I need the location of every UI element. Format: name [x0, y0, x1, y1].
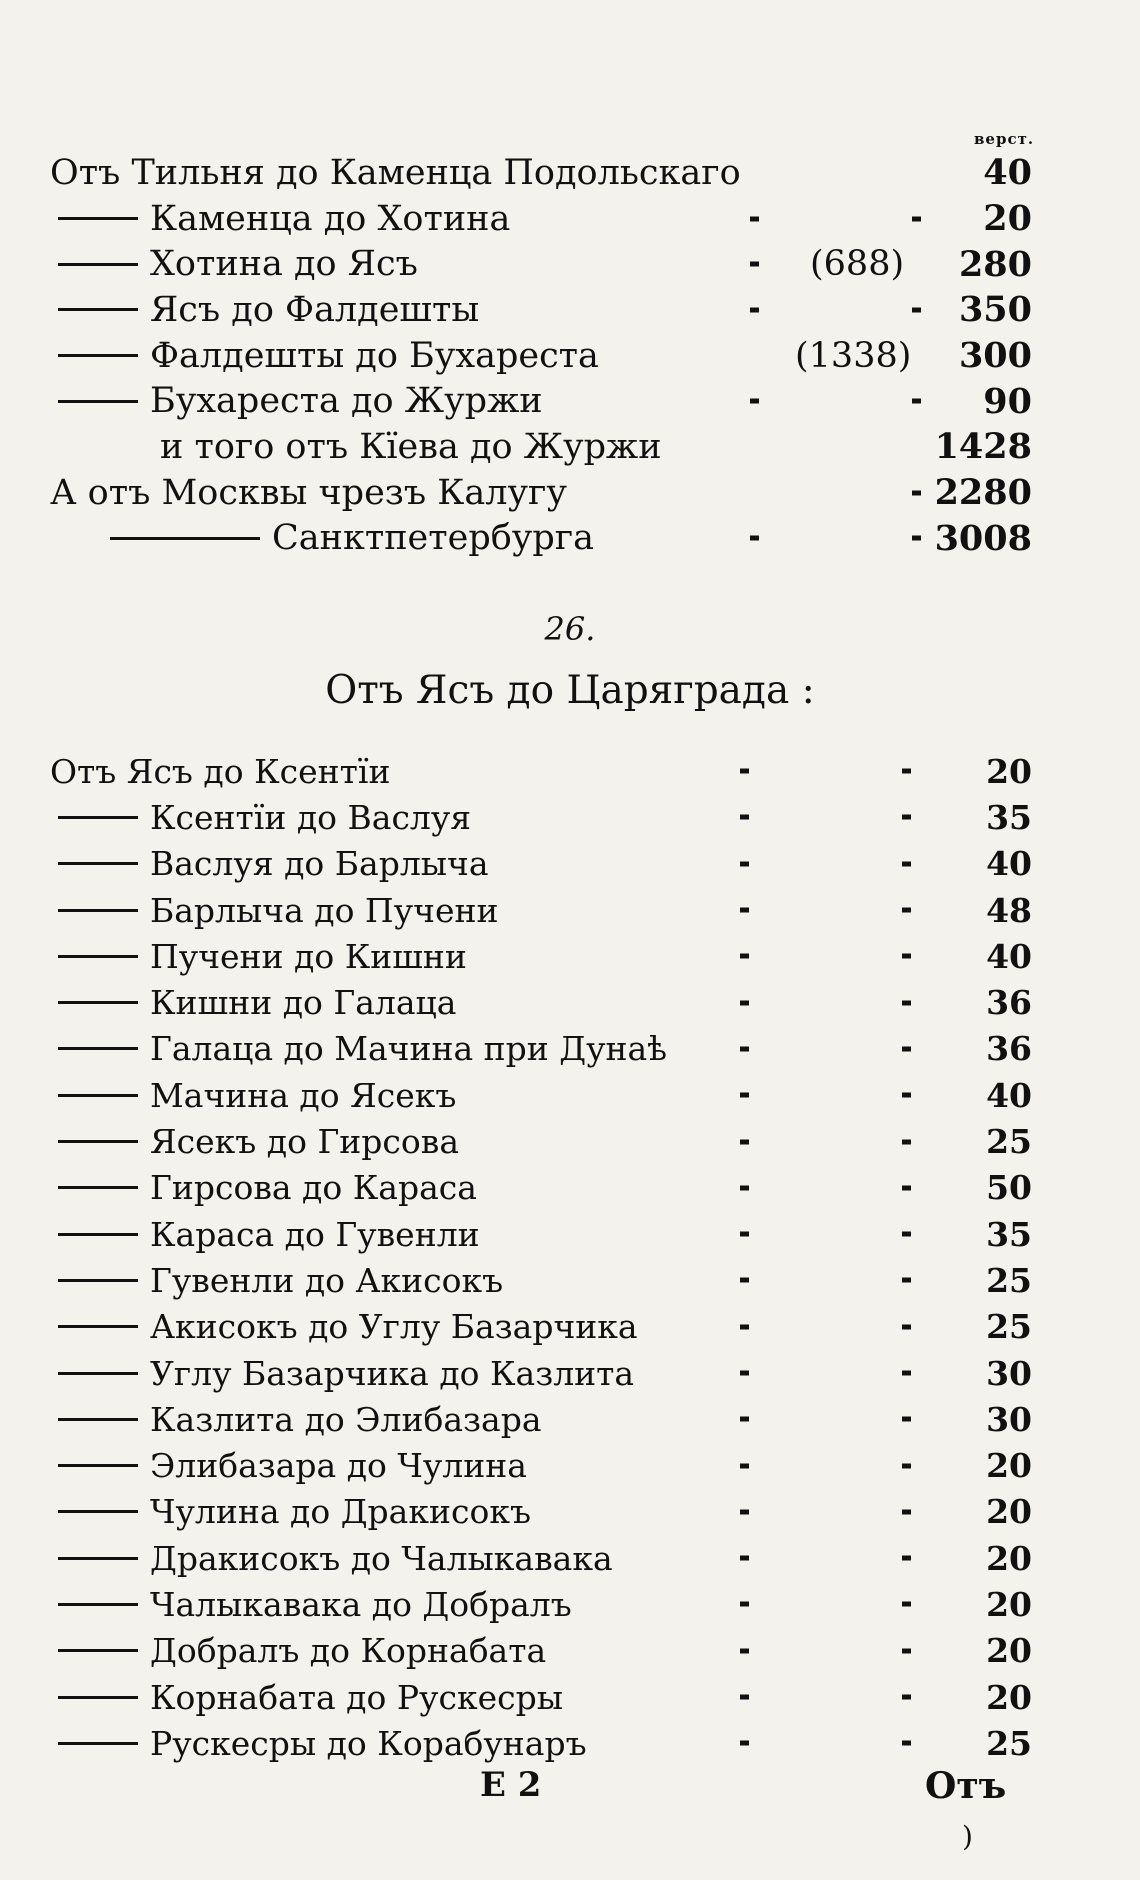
- route-label: Казлита до Элибазара: [150, 1399, 542, 1439]
- leader-dot: [750, 399, 759, 404]
- leader-dot: [902, 1232, 911, 1237]
- table-row: [50, 516, 1040, 562]
- leader-dot: [750, 216, 759, 221]
- route-label: Чулина до Дракисокъ: [150, 1492, 531, 1532]
- table-row: [50, 333, 1040, 379]
- distance-value: 25: [986, 1122, 1032, 1162]
- route-label: Санктпетербурга: [272, 518, 595, 559]
- ditto-dash: [58, 400, 138, 403]
- leader-dot: [902, 1556, 911, 1561]
- distance-value: 40: [983, 152, 1032, 194]
- distance-value: 90: [983, 380, 1032, 422]
- section-title: Отъ Ясъ до Царяграда :: [325, 668, 815, 713]
- distance-value: 20: [986, 1492, 1032, 1532]
- distance-value: 300: [958, 335, 1032, 377]
- subtotal-note: (688): [810, 244, 905, 285]
- leader-dot: [740, 861, 749, 866]
- leader-dot: [740, 1556, 749, 1561]
- leader-dot: [750, 307, 759, 312]
- ditto-dash: [58, 1742, 138, 1745]
- ditto-dash: [58, 1510, 138, 1513]
- leader-dot: [740, 1324, 749, 1329]
- leader-dot: [740, 1463, 749, 1468]
- table-row: [50, 287, 1040, 333]
- table-row: [50, 1304, 1040, 1350]
- distance-value: 30: [986, 1353, 1032, 1393]
- leader-dot: [902, 1046, 911, 1051]
- ditto-dash: [58, 909, 138, 912]
- route-label: Бухареста до Журжи: [150, 381, 543, 422]
- ditto-dash: [58, 1557, 138, 1560]
- leader-dot: [740, 908, 749, 913]
- leader-dot: [902, 908, 911, 913]
- table-row: [50, 1165, 1040, 1211]
- table-row: [50, 1350, 1040, 1396]
- leader-dot: [902, 1695, 911, 1700]
- table-row: [50, 933, 1040, 979]
- leader-dot: [902, 769, 911, 774]
- table-row: [50, 241, 1040, 287]
- route-label: Васлуя до Барлыча: [150, 844, 489, 884]
- ditto-dash: [110, 537, 260, 540]
- leader-dot: [740, 1509, 749, 1514]
- distance-value: 20: [983, 198, 1032, 240]
- catchword: Отъ: [925, 1765, 1007, 1807]
- leader-dot: [902, 861, 911, 866]
- leader-dot: [740, 1000, 749, 1005]
- table-row: [50, 1118, 1040, 1164]
- table-row: [50, 378, 1040, 424]
- distance-value: 48: [986, 890, 1032, 930]
- ditto-dash: [58, 816, 138, 819]
- leader-dot: [740, 1139, 749, 1144]
- distance-table-kiev-zhurzha: [50, 150, 1040, 561]
- table-row: [50, 196, 1040, 242]
- ditto-dash: [58, 1325, 138, 1328]
- leader-dot: [740, 1232, 749, 1237]
- leader-dot: [902, 1324, 911, 1329]
- distance-value: 25: [986, 1307, 1032, 1347]
- route-label: Рускесры до Корабунаръ: [150, 1723, 587, 1763]
- route-label: Гирсова до Караса: [150, 1168, 477, 1208]
- leader-dot: [740, 1371, 749, 1376]
- leader-dot: [740, 1093, 749, 1098]
- route-label: Ксентїи до Васлуя: [150, 797, 472, 837]
- table-row: [50, 1535, 1040, 1581]
- leader-dot: [912, 490, 921, 495]
- route-label: Дракисокъ до Чалыкавака: [150, 1538, 613, 1578]
- table-row: [50, 1674, 1040, 1720]
- leader-dot: [902, 1417, 911, 1422]
- leader-dot: [902, 1278, 911, 1283]
- units-label: верст.: [974, 130, 1035, 148]
- route-label: Отъ Ясъ до Ксентїи: [50, 751, 391, 791]
- leader-dot: [740, 1046, 749, 1051]
- table-row: [50, 1720, 1040, 1766]
- leader-dot: [740, 815, 749, 820]
- leader-dot: [902, 1371, 911, 1376]
- distance-value: 25: [986, 1260, 1032, 1300]
- leader-dot: [902, 1463, 911, 1468]
- distance-value: 36: [986, 983, 1032, 1023]
- distance-value: 3008: [934, 517, 1032, 559]
- table-row: [50, 1581, 1040, 1627]
- ditto-dash: [58, 1233, 138, 1236]
- ditto-dash: [58, 1372, 138, 1375]
- route-label: Элибазара до Чулина: [150, 1446, 527, 1486]
- section-number: 26.: [544, 610, 596, 648]
- leader-dot: [902, 1509, 911, 1514]
- distance-value: 20: [986, 1677, 1032, 1717]
- ditto-dash: [58, 1649, 138, 1652]
- table-row: [50, 1211, 1040, 1257]
- route-label: Мачина до Ясекъ: [150, 1075, 457, 1115]
- leader-dot: [902, 1741, 911, 1746]
- route-label: Фалдешты до Бухареста: [150, 335, 599, 376]
- ditto-dash: [58, 354, 138, 357]
- distance-value: 280: [958, 243, 1032, 285]
- leader-dot: [902, 1000, 911, 1005]
- subtotal-note: (1338): [795, 335, 912, 376]
- ditto-dash: [58, 263, 138, 266]
- route-label: Ясъ до Фалдешты: [150, 289, 480, 330]
- distance-value: 2280: [934, 472, 1032, 514]
- signature-mark: Е 2: [480, 1765, 542, 1805]
- distance-value: 40: [986, 1075, 1032, 1115]
- ditto-dash: [58, 1418, 138, 1421]
- leader-dot: [750, 262, 759, 267]
- distance-value: 40: [986, 844, 1032, 884]
- leader-dot: [902, 1648, 911, 1653]
- route-label: Корнабата до Рускесры: [150, 1677, 563, 1717]
- distance-value: 36: [986, 1029, 1032, 1069]
- leader-dot: [902, 1093, 911, 1098]
- distance-value: 25: [986, 1723, 1032, 1763]
- route-label: Каменца до Хотина: [150, 198, 511, 239]
- route-label: Барлыча до Пучени: [150, 890, 499, 930]
- distance-total: 1428: [934, 426, 1032, 468]
- table-row: [50, 748, 1040, 794]
- ditto-dash: [58, 1001, 138, 1004]
- leader-dot: [750, 536, 759, 541]
- leader-dot: [912, 307, 921, 312]
- ditto-dash: [58, 1094, 138, 1097]
- distance-value: 20: [986, 1584, 1032, 1624]
- leader-dot: [902, 815, 911, 820]
- table-row: [50, 841, 1040, 887]
- leader-dot: [902, 1139, 911, 1144]
- ditto-dash: [58, 308, 138, 311]
- table-row: [50, 1026, 1040, 1072]
- route-label: Углу Базарчика до Казлита: [150, 1353, 635, 1393]
- distance-value: 20: [986, 1446, 1032, 1486]
- route-label: Чалыкавака до Добралъ: [150, 1584, 572, 1624]
- ditto-dash: [58, 1603, 138, 1606]
- distance-value: 20: [986, 1538, 1032, 1578]
- leader-dot: [740, 1278, 749, 1283]
- table-row: [50, 1489, 1040, 1535]
- leader-dot: [740, 1648, 749, 1653]
- table-row: [50, 1072, 1040, 1118]
- leader-dot: [740, 1602, 749, 1607]
- distance-value: 35: [986, 1214, 1032, 1254]
- leader-dot: [912, 399, 921, 404]
- total-label: и того отъ Кїева до Журжи: [160, 426, 662, 467]
- route-label: Караса до Гувенли: [150, 1214, 480, 1254]
- table-row: [50, 1396, 1040, 1442]
- distance-value: 50: [986, 1168, 1032, 1208]
- distance-value: 20: [986, 1631, 1032, 1671]
- route-label: Гувенли до Акисокъ: [150, 1260, 504, 1300]
- route-label: Галаца до Мачина при Дунаѣ: [150, 1029, 668, 1069]
- ditto-dash: [58, 1696, 138, 1699]
- leader-dot: [902, 954, 911, 959]
- leader-dot: [912, 216, 921, 221]
- ditto-dash: [58, 1140, 138, 1143]
- ditto-dash: [58, 1464, 138, 1467]
- route-label: Хотина до Ясъ: [150, 244, 418, 285]
- leader-dot: [740, 1185, 749, 1190]
- route-label: Акисокъ до Углу Базарчика: [150, 1307, 638, 1347]
- margin-mark: ): [962, 1820, 973, 1853]
- leader-dot: [740, 1695, 749, 1700]
- leader-dot: [740, 1417, 749, 1422]
- table-row: [50, 1628, 1040, 1674]
- ditto-dash: [58, 1279, 138, 1282]
- route-label: Пучени до Кишни: [150, 936, 467, 976]
- distance-value: 20: [986, 751, 1032, 791]
- distance-value: 350: [958, 289, 1032, 331]
- ditto-dash: [58, 1186, 138, 1189]
- distance-value: 30: [986, 1399, 1032, 1439]
- distance-value: 40: [986, 936, 1032, 976]
- table-row: [50, 1257, 1040, 1303]
- leader-dot: [902, 1602, 911, 1607]
- table-row: [50, 470, 1040, 516]
- distance-value: 35: [986, 797, 1032, 837]
- table-row: [50, 150, 1040, 196]
- table-row: [50, 794, 1040, 840]
- table-row: [50, 1442, 1040, 1488]
- leader-dot: [902, 1185, 911, 1190]
- table-row: [50, 887, 1040, 933]
- route-label: Добралъ до Корнабата: [150, 1631, 547, 1671]
- table-row: [50, 424, 1040, 470]
- route-label: Отъ Тильня до Каменца Подольскаго: [50, 152, 741, 193]
- ditto-dash: [58, 1047, 138, 1050]
- table-row: [50, 979, 1040, 1025]
- leader-dot: [740, 1741, 749, 1746]
- ditto-dash: [58, 862, 138, 865]
- route-label: А отъ Москвы чрезъ Калугу: [50, 472, 567, 513]
- leader-dot: [740, 769, 749, 774]
- ditto-dash: [58, 955, 138, 958]
- distance-table-jassy-constantinople: [50, 748, 1040, 1767]
- leader-dot: [912, 536, 921, 541]
- ditto-dash: [58, 217, 138, 220]
- route-label: Ясекъ до Гирсова: [150, 1122, 460, 1162]
- route-label: Кишни до Галаца: [150, 983, 457, 1023]
- leader-dot: [740, 954, 749, 959]
